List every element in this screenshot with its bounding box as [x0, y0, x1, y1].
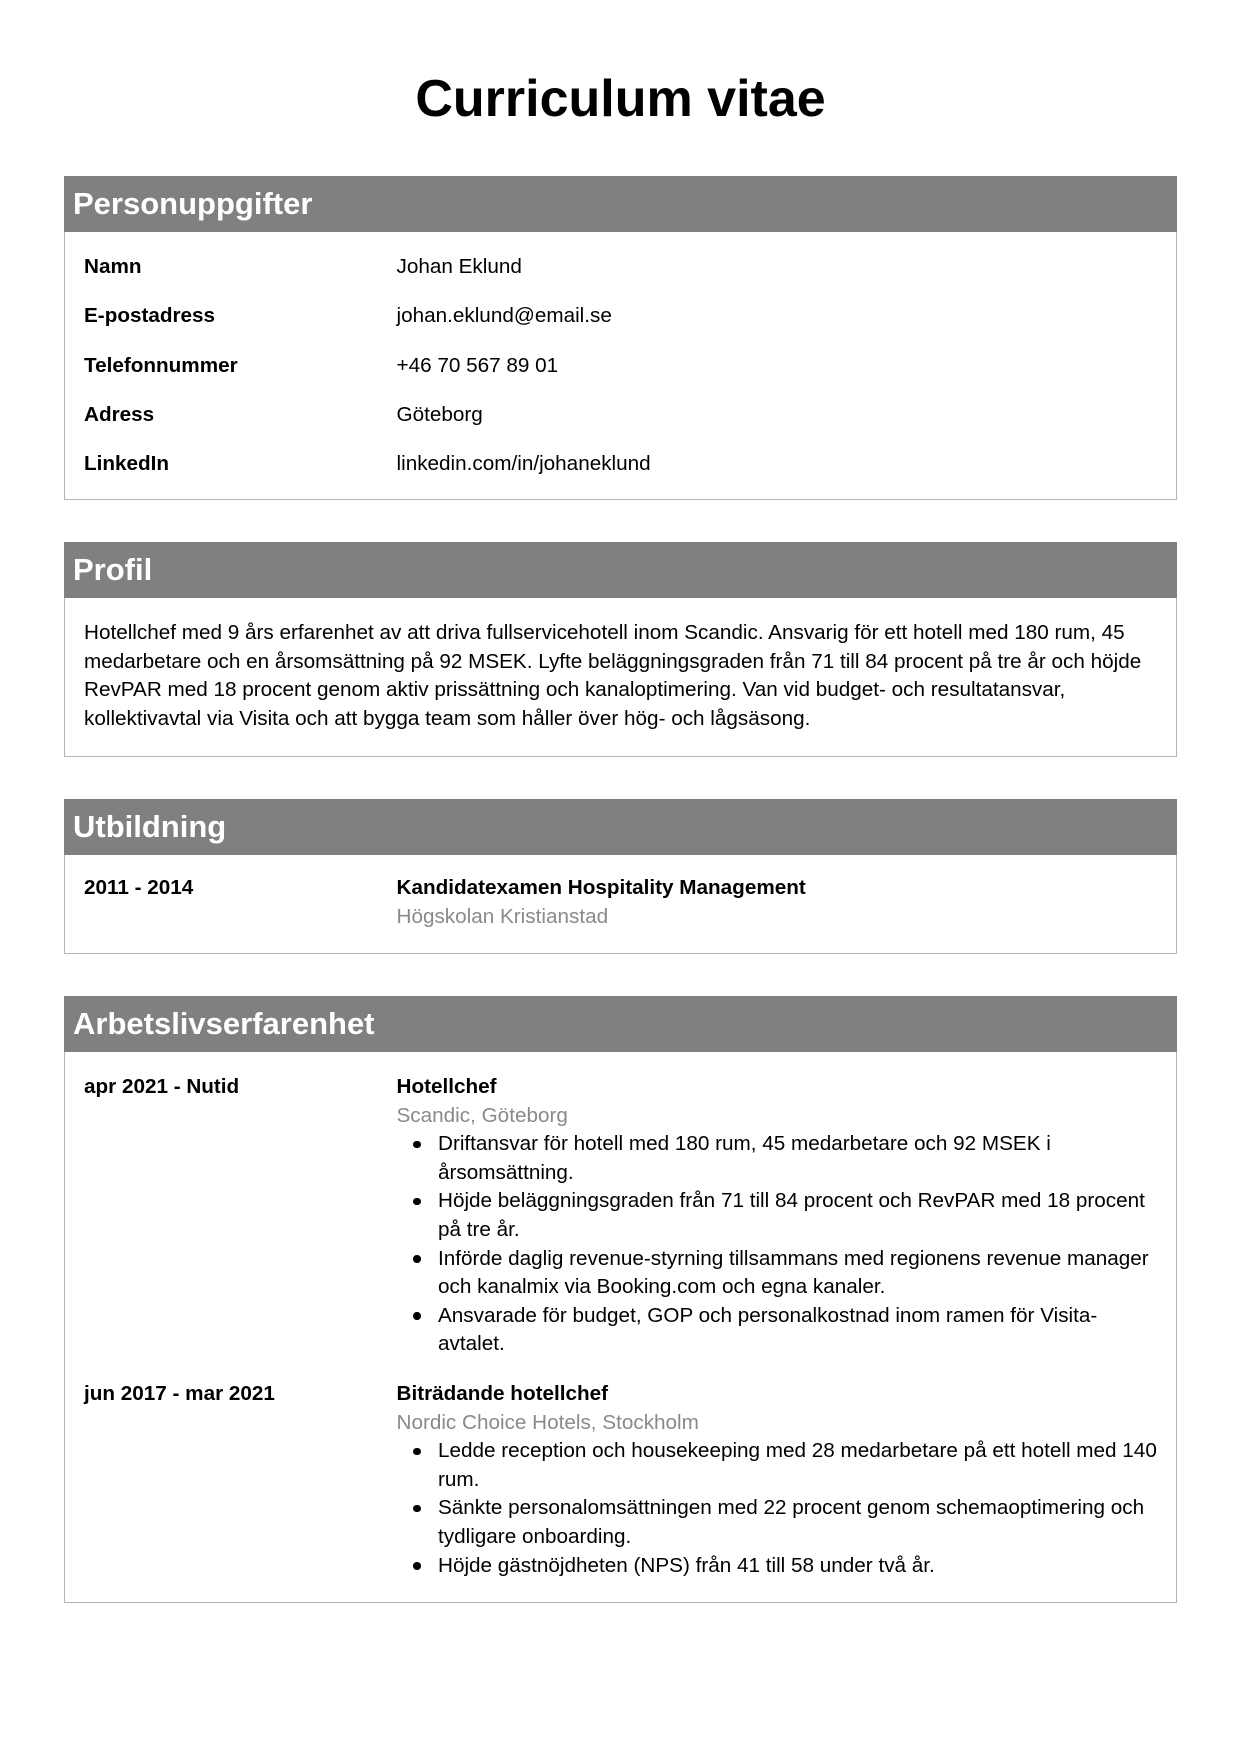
section-heading-personal: Personuppgifter — [64, 176, 1177, 232]
bullet-icon — [413, 1312, 421, 1320]
info-label: Adress — [84, 402, 155, 426]
bullet-text: Driftansvar för hotell med 180 rum, 45 medarbetare och 92 MSEK i årsomsättning. — [438, 1132, 1051, 1184]
bullet-text: Sänkte personalomsättningen med 22 procent genom schemaoptimering och tydligare onboarding. — [438, 1496, 1145, 1549]
bullet-item — [397, 1552, 1161, 1581]
education-entry — [84, 874, 1160, 931]
entry-content — [397, 1073, 1161, 1359]
bullet-item — [397, 1494, 1161, 1551]
bullet-icon — [413, 1448, 421, 1456]
bullet-text: Införde daglig revenue-styrning tillsammans med regionens revenue manager och kanalmix via Booking.com och egna kanaler. — [438, 1246, 1149, 1299]
bullet-item — [397, 1130, 1161, 1187]
education-list — [65, 855, 1176, 954]
info-row-phone — [84, 341, 1160, 390]
entry-organization: Nordic Choice Hotels, Stockholm — [396, 1410, 699, 1434]
info-value: linkedin.com/in/johaneklund — [396, 452, 651, 476]
entry-period: 2011 - 2014 — [84, 876, 194, 900]
entry-title: Biträdande hotellchef — [396, 1382, 609, 1406]
bullet-item — [397, 1302, 1161, 1359]
experience-list — [65, 1052, 1176, 1602]
bullet-item — [397, 1187, 1161, 1244]
section-heading-experience: Arbetslivserfarenhet — [64, 996, 1177, 1052]
info-label: Namn — [84, 255, 142, 278]
info-label: Telefonnummer — [84, 353, 238, 377]
experience-section — [64, 996, 1177, 1603]
info-row-name — [84, 242, 1160, 291]
info-value: Göteborg — [396, 402, 483, 426]
info-label: LinkedIn — [84, 452, 170, 476]
bullet-list — [397, 1437, 1161, 1580]
bullet-icon — [413, 1141, 421, 1149]
experience-entry — [84, 1380, 1160, 1580]
personal-info-table — [65, 232, 1176, 499]
entry-organization: Scandic, Göteborg — [396, 1103, 568, 1127]
bullet-icon — [413, 1198, 421, 1206]
bullet-list — [397, 1130, 1161, 1359]
info-row-address — [84, 390, 1160, 439]
entry-content — [397, 874, 1161, 931]
section-heading-education: Utbildning — [64, 799, 1177, 855]
experience-entry — [84, 1073, 1160, 1359]
section-heading-profile: Profil — [64, 542, 1177, 598]
entry-title: Hotellchef — [396, 1075, 497, 1099]
education-section — [64, 799, 1177, 955]
bullet-item — [397, 1437, 1161, 1494]
personal-info-section — [64, 176, 1177, 500]
bullet-icon — [413, 1505, 421, 1513]
entry-content — [397, 1380, 1161, 1580]
info-value: Johan Eklund — [396, 255, 522, 278]
info-value: johan.eklund@email.se — [396, 304, 612, 328]
info-row-linkedin — [84, 439, 1160, 488]
info-row-email — [84, 291, 1160, 340]
profile-section — [64, 542, 1177, 756]
entry-title: Kandidatexamen Hospitality Management — [396, 876, 806, 900]
bullet-text: Ansvarade för budget, GOP och personalkostnad inom ramen för Visita-avtalet. — [438, 1303, 1098, 1356]
entry-organization: Högskolan Kristianstad — [396, 904, 609, 928]
bullet-text: Höjde gästnöjdheten (NPS) från 41 till 58 under två år. — [438, 1553, 935, 1577]
entry-period: apr 2021 - Nutid — [84, 1075, 240, 1099]
profile-text: Hotellchef med 9 års erfarenhet av att driva fullservicehotell inom Scandic. Ansvarig för ett hotell med 180 rum, 45 medarbetare och en årsomsättning på 92 MSEK. Lyfte beläggningsgraden från 71 till 84 procent på tre år och höjde RevPAR med 18 procent genom aktiv prissättning och kanaloptimering. Van vid budget- och resultatansvar, kollektivavtal via Visita och att bygga team som håller över hög- och lågsäsong. — [84, 621, 1142, 730]
info-label: E-postadress — [84, 304, 216, 328]
bullet-text: Höjde beläggningsgraden från 71 till 84 procent och RevPAR med 18 procent på tre år. — [438, 1189, 1145, 1242]
entry-period: jun 2017 - mar 2021 — [84, 1382, 275, 1406]
page-title: Curriculum vitae — [415, 70, 826, 128]
bullet-icon — [413, 1255, 421, 1263]
bullet-text: Ledde reception och housekeeping med 28 medarbetare på ett hotell med 140 rum. — [438, 1439, 1157, 1491]
bullet-icon — [413, 1562, 421, 1570]
info-value: +46 70 567 89 01 — [396, 353, 559, 377]
bullet-item — [397, 1245, 1161, 1302]
